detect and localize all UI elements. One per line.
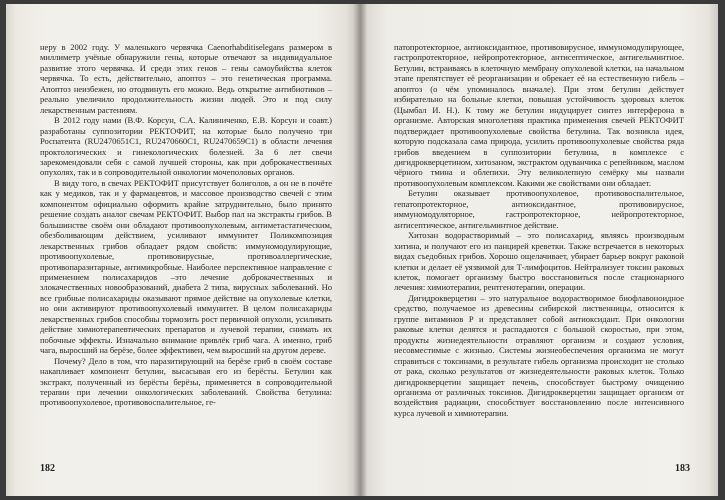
page-number: 183 [675, 463, 690, 474]
paragraph: В виду того, в свечах РЕКТОФИТ присутствует болиголов, а он не в почёте как у медиков, так и у фармацевтов, и массовое производство свечей с этим компонентом официально оформить крайне затруднительно, было принято решение создать аналог свечам РЕКТОФИТ. Выбор пал на экстракты грибов. В большинстве своём они обладают противоопухолевым, антиметастатическим, обезболивающим действием, усиливают иммунитет Поликомпозиция лекарственных грибов обладает рядом свойств: иммуномодулирующие, противоопухолевые, противовирусные, противоаллергические, противопаразитарные, антимикробные. Наиболее перспективное направление с применением полисахаридов –это лечение доброкачественных и злокачественных новообразований, диабета 2 типа, вирусных заболеваний. Но все грибные полисахариды оказывают прямое действие на опухолевые клетки, но они активируют противоопухолевый иммунитет. В целом полисахариды лекарственных грибов способны тормозить рост первичной опухоли, усиливать действие химиотерапевтических препаратов и лучевой терапии, снимать их побочные эффекты. Изначально внимание привлёк гриб чага. А именно, гриб чага, выросший на берёзе, более эффективен, чем выросший на другом дереве. [40, 177, 332, 356]
paragraph: В 2012 году нами (В.Ф. Корсун, С.А. Калиниченко, Е.В. Корсун и соавт.) разработаны суппозитории РЕКТОФИТ, на которые было получено три Роспатента (RU2470651C1, RU2470660C1, RU2470659C1) в области лечения проктологических и гинекологических болезней. За 6 лет свечи зарекомендовали себя с самой лучшей стороны, как при доброкачественных опухолях, так и в сопроводительной онкологии мочеполовых органов. [40, 115, 332, 178]
left-page-body [40, 42, 332, 408]
paragraph: Почему? Дело в том, что паразитирующий на берёзе гриб в своём составе накапливает компонент бетулин, высасывая его из берёсты. Бетулин как экстракт, полученный из берёсты берёзы, применяется в сопроводительной терапии при лечении онкологических заболеваний. Свойства бетулина: противоопухолевое, противовоспалительное, ге- [40, 355, 332, 408]
page-number: 182 [40, 463, 55, 474]
right-page [358, 4, 718, 496]
paragraph: Дигидрокверцетин – это натуральное водорастворимое биофлавоноидное средство, получаемое из древесины сибирской лиственницы, относится к группе витаминов P и представляет собой антиоксидант. При онкологии раковые клетки делятся и распадаются с большой скоростью, при этом, продукты жизнедеятельности отравляют организм и создают условия, несовместимые с жизнью. Системы жизнеобеспечения организма не могут справиться с токсинами, в результате гибель организма происходит не столько от рака, сколько результатов от жизнедеятельности раковых клеток. Только дигидрокверцетин защищает печень, способствует быстрому очищению организма от различных токсинов. Дигидрокверцетин защищает организм от воздействия радиации, способствует восстановлению после интенсивного курса лучевой и химиотерапии. [394, 292, 684, 418]
paragraph: патопротекторное, антиоксидантное, противовирусное, иммуномодулирующее, гастропротекторное, нейропротекторное, антисептическое, антигельминтное. Бетулин, встраиваясь в клеточную мембрану опухолевой клетки, на начальном этапе препятствует её реорганизации и обрекает её на естественную гибель – апоптоз (о чём упоминалось вначале). При этом бетулин действует избирательно на больные клетки, повышая устойчивость здоровых клеток (Цымбал И. Н.). К тому же бетулин индуцирует синтез интерферона в организме. Авторская многолетняя практика применения свечей РЕКТОФИТ подтверждает противоопухолевые свойства бетулина. Так возникла идея, которую подсказала сама природа, усилить противоопухолевые свойства ряда грибов введением в суппозитории бетулина, в комплексе с дигидрокверцетином, хитозаном, экстрактом одуванчика с репейником, маслом чёрного тмина и облепихи. Эту великолепную семёрку мы назвали противоопухолевым комплексом. Какими же свойствами они обладает. [394, 42, 684, 188]
book-spread [6, 4, 718, 496]
left-page [6, 4, 358, 496]
right-page-body [394, 42, 684, 418]
paragraph: Хитозан водорастворимый – это полисахарид, являясь производным хитина, и получают его из панцирей креветки. Также встречается в некоторых видах съедобных грибов. Хорошо ощелачивает, убирает барьер вокруг раковой клетки и делает её уязвимой для Т-лимфоцитов. Нейтрализует токсин раковых клеток, помогает организму быстро восстановиться после стационарного лечения: химиотерапии, рентгенотерапии, операции. [394, 230, 684, 293]
paragraph: неру в 2002 году. У маленького червячка Caenorhabditiselegans размером в миллиметр учёные обнаружили гены, которые отвечают за индивидуальное развитие этого червячка. И среди этих генов – гены самоубийства клеток червячка. То есть, действительно, апоптоз – это генетическая программа. Апоптоз неизбежен, но отодвинуть его можно. Ведь открытие антибиотиков – реально увеличило продолжительность жизни людей. Это и под силу лекарственным растениям. [40, 42, 332, 115]
paragraph: Бетулин оказывает противоопухолевое, противовоспалительное, гепатопротекторное, антиоксидантное, противовирусное, иммуномодуляторное, гастропротекторное, нейропротекторное, антисептическое, антигельминтное действие. [394, 188, 684, 230]
